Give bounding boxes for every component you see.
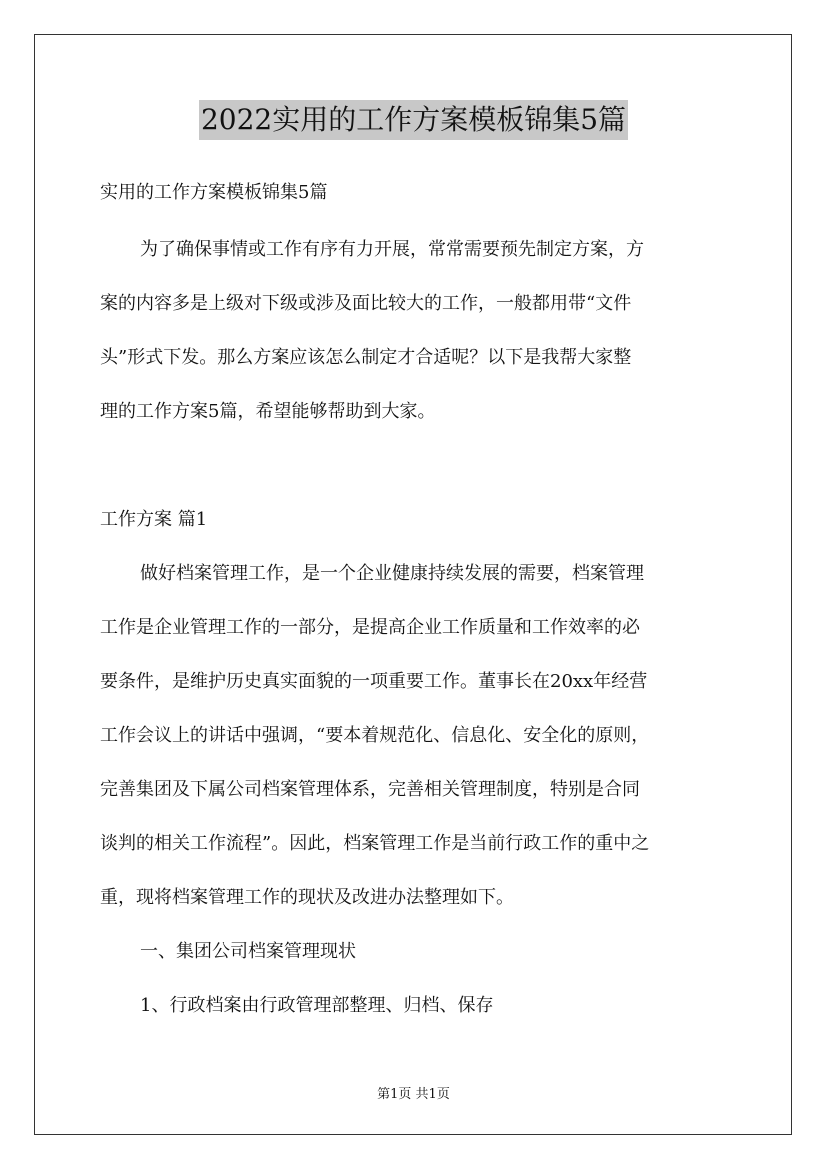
- sub-heading-2: 1、行政档案由行政管理部整理、归档、保存: [140, 995, 494, 1016]
- body-line-6: 谈判的相关工作流程”。因此，档案管理工作是当前行政工作的重中之: [100, 833, 650, 854]
- intro-line-3: 头”形式下发。那么方案应该怎么制定才合适呢？以下是我帮大家整: [100, 347, 632, 368]
- section-heading: 工作方案 篇1: [100, 509, 208, 530]
- document-title: 2022实用的工作方案模板锦集5篇: [199, 100, 628, 140]
- body-line-5: 完善集团及下属公司档案管理体系，完善相关管理制度，特别是合同: [100, 779, 640, 800]
- intro-line-4: 理的工作方案5篇，希望能够帮助到大家。: [100, 401, 436, 422]
- body-line-3: 要条件，是维护历史真实面貌的一项重要工作。董事长在20xx年经营: [100, 671, 648, 692]
- body-line-4: 工作会议上的讲话中强调，“要本着规范化、信息化、安全化的原则，: [100, 725, 650, 746]
- body-line-2: 工作是企业管理工作的一部分，是提高企业工作质量和工作效率的必: [100, 617, 640, 638]
- intro-line-1: 为了确保事情或工作有序有力开展，常常需要预先制定方案，方: [140, 239, 644, 260]
- page-footer: 第1页 共1页: [377, 1087, 450, 1102]
- document-subtitle: 实用的工作方案模板锦集5篇: [100, 182, 328, 203]
- body-line-7: 重，现将档案管理工作的现状及改进办法整理如下。: [100, 887, 514, 908]
- intro-line-2: 案的内容多是上级对下级或涉及面比较大的工作，一般都用带“文件: [100, 293, 632, 314]
- body-line-1: 做好档案管理工作，是一个企业健康持续发展的需要，档案管理: [140, 563, 644, 584]
- title-container: [0, 100, 827, 140]
- sub-heading-1: 一、集团公司档案管理现状: [140, 941, 356, 962]
